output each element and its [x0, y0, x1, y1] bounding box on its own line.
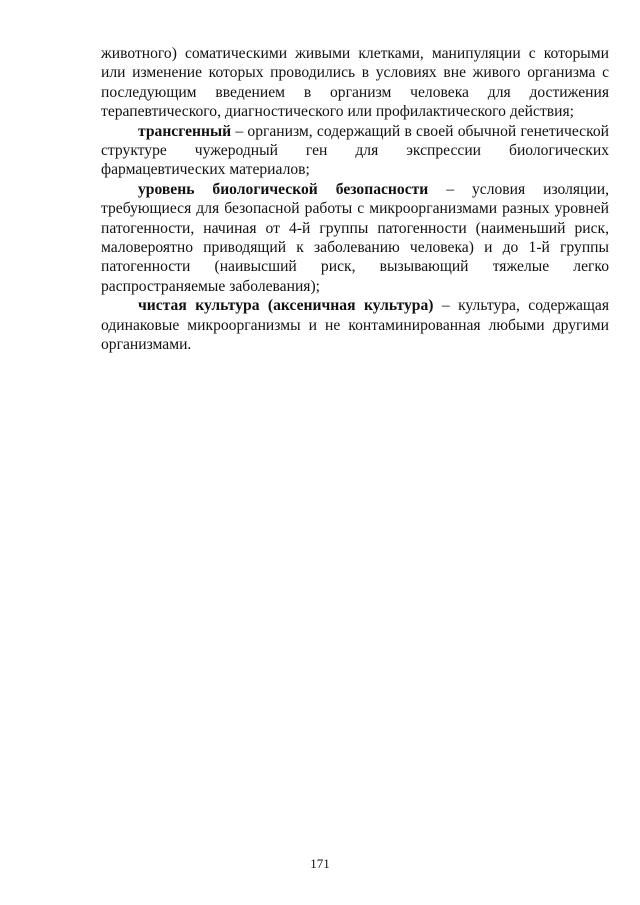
term-pure-culture: чистая культура (аксеничная культура) [138, 297, 434, 315]
definition-biosafety-level [101, 180, 609, 296]
definition-text: – культура, содержащая одинаковые микроорганизмы и не контаминированная любыми другими организмами. [101, 297, 610, 354]
term-biosafety-level: уровень биологической безопасности [138, 180, 429, 198]
paragraph-continuation [101, 44, 609, 122]
paragraph-text: животного) соматическими живыми клетками, манипуляции с которыми или изменение которых проводились в условиях вне живого организма с последующим введением в организм человека для достижения терапевтического, диагностического или профилактического действия; [101, 45, 609, 121]
document-body [101, 44, 609, 355]
page-number: 171 [310, 856, 330, 871]
definition-text: – организм, содержащий в своей обычной генетической структуре чужеродный ген для экспрессии биологических фармацевтических материалов; [101, 122, 609, 179]
definition-pure-culture [101, 296, 609, 354]
definition-transgenic [101, 122, 609, 180]
definition-text: – условия изоляции, требующиеся для безопасной работы с микроорганизмами разных уровней патогенности, начиная от 4-й группы патогенности (наименьший риск, маловероятно приводящий к заболеванию человека) и до 1-й группы патогенности (наивысший риск, вызывающий тяжелые легко распространяемые заболевания); [101, 180, 610, 295]
term-transgenic: трансгенный [138, 122, 232, 140]
